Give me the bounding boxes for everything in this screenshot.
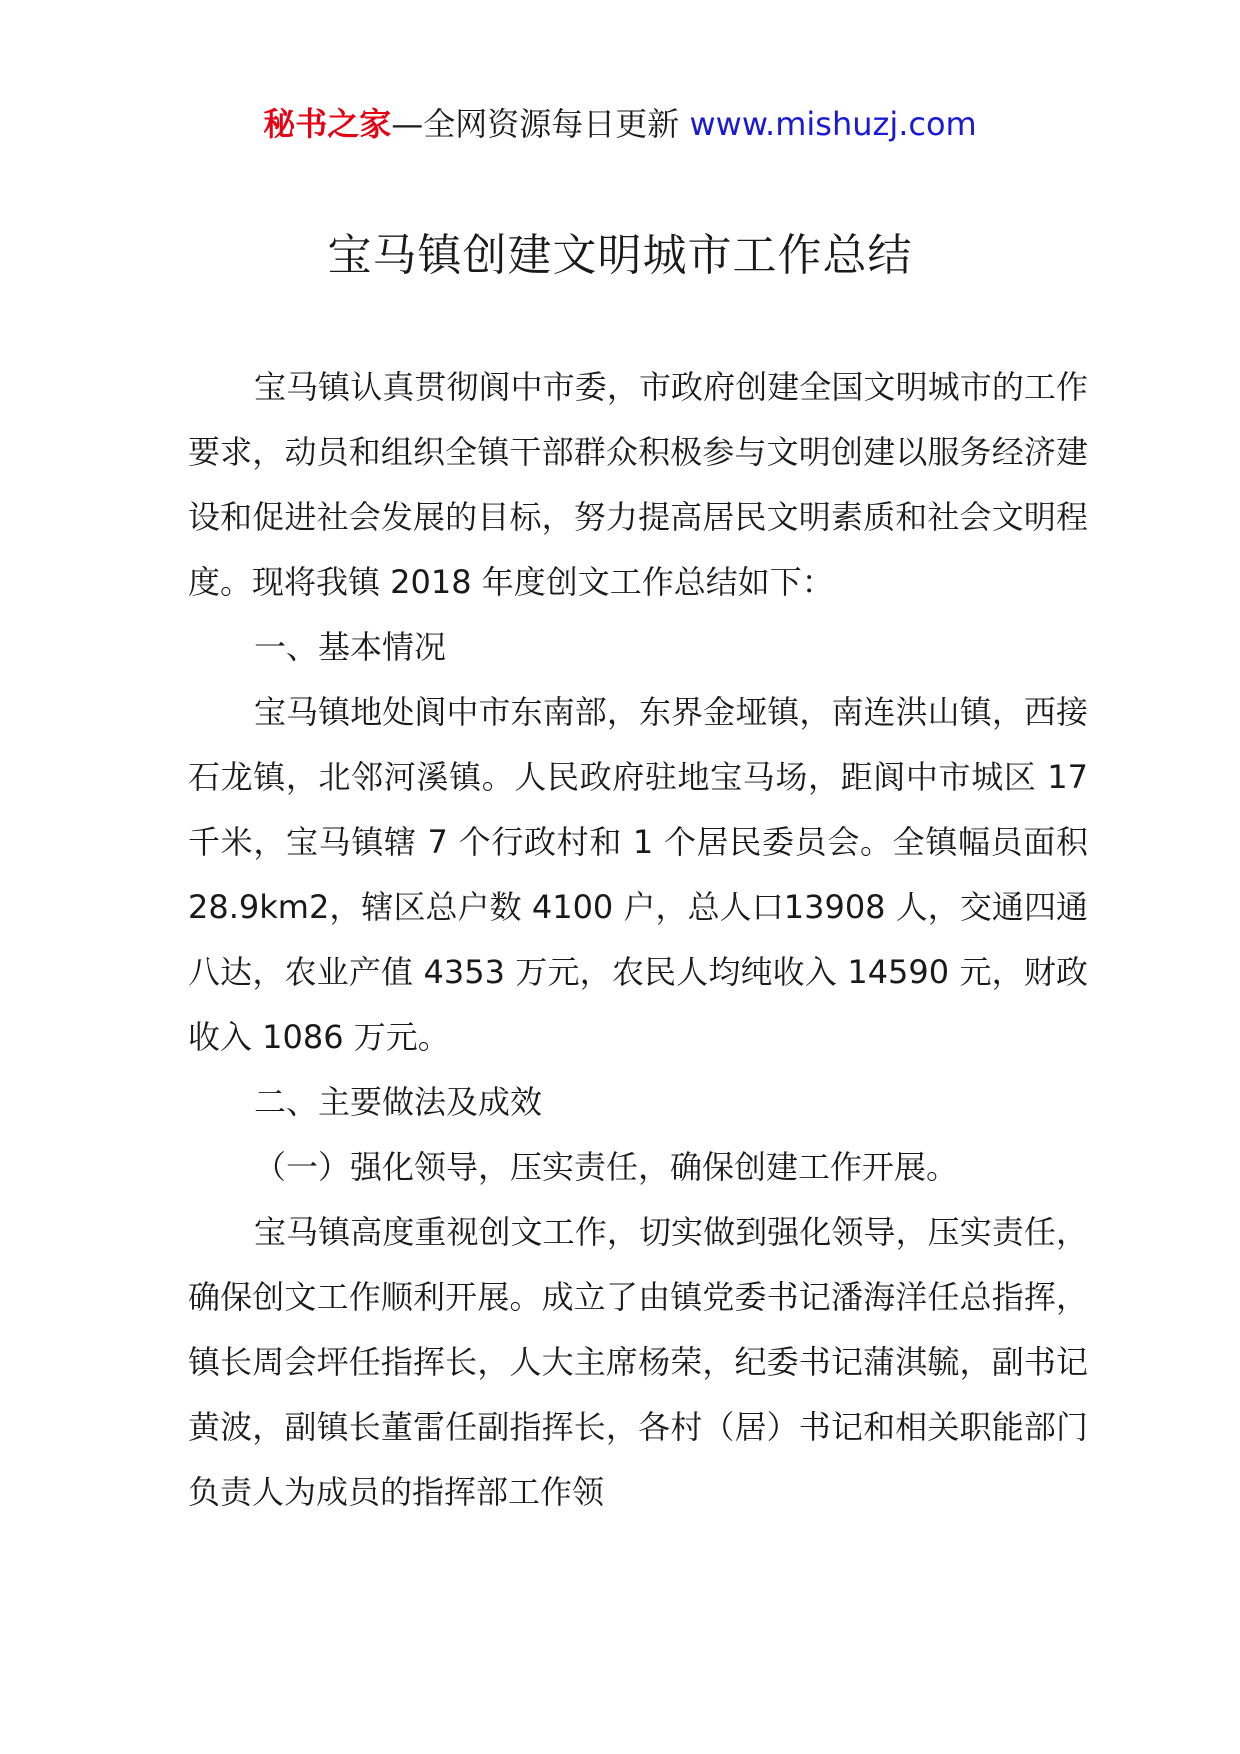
site-brand: 秘书之家 xyxy=(263,105,392,143)
paragraph-leadership: 宝马镇高度重视创文工作，切实做到强化领导，压实责任，确保创文工作顺利开展。成立了由镇党委书记潘海洋任总指挥，镇长周会坪任指挥长，人大主席杨荣，纪委书记蒲淇毓，副书记黄波，副镇长董雷任副指挥长，各村（居）书记和相关职能部门负责人为成员的指挥部工作领 xyxy=(188,1213,1088,1511)
site-slogan: —全网资源每日更新 xyxy=(391,105,680,143)
site-header xyxy=(0,100,1240,148)
section-heading-main-measures: 二、主要做法及成效 xyxy=(254,1083,543,1121)
section-heading-basic-info: 一、基本情况 xyxy=(254,628,447,666)
site-url-link[interactable]: www.mishuzj.com xyxy=(689,105,977,143)
paragraph-basic-info: 宝马镇地处阆中市东南部，东界金垭镇，南连洪山镇，西接石龙镇，北邻河溪镇。人民政府驻地宝马场，距阆中市城区 17 千米，宝马镇辖 7 个行政村和 1 个居民委员会。全镇幅员面积 28.9km2，辖区总户数 4100 户，总人口13908 人，交通四通八达，农业产值 4353 万元，农民人均纯收入 14590 元，财政收入 1086 万元。 xyxy=(188,693,1088,1056)
subsection-heading-leadership: （一）强化领导，压实责任，确保创建工作开展。 xyxy=(254,1148,959,1186)
document-body xyxy=(188,355,1088,1525)
paragraph-intro: 宝马镇认真贯彻阆中市委，市政府创建全国文明城市的工作要求，动员和组织全镇干部群众积极参与文明创建以服务经济建设和促进社会发展的目标，努力提高居民文明素质和社会文明程度。现将我镇 2018 年度创文工作总结如下： xyxy=(188,368,1088,601)
document-title: 宝马镇创建文明城市工作总结 xyxy=(327,230,913,281)
